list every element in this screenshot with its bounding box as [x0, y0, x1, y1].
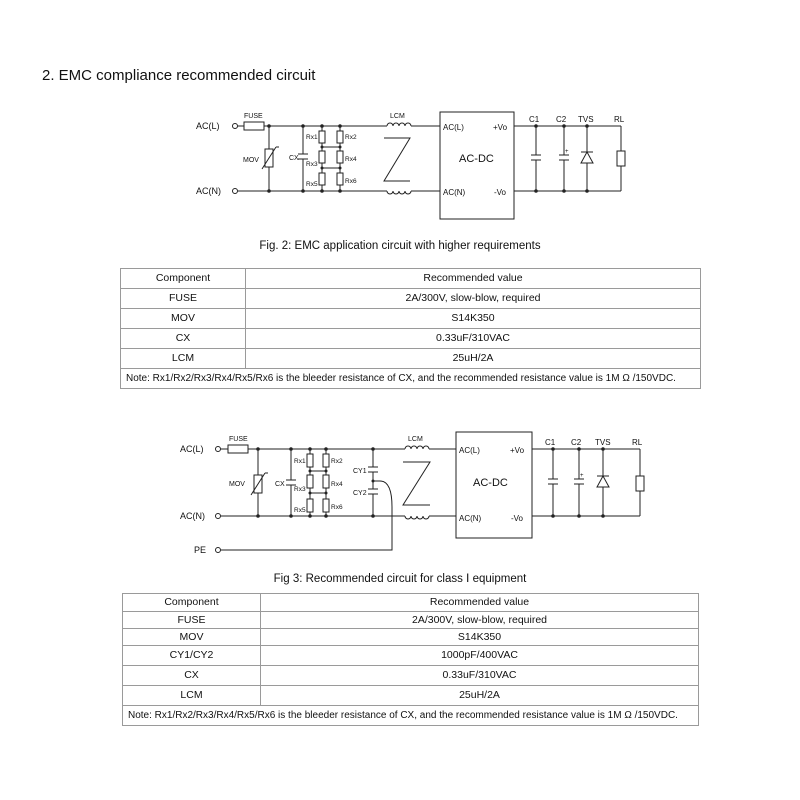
fig2-rx1-symbol [319, 131, 325, 143]
fig2-node [321, 146, 324, 149]
fig3-rx5-symbol [307, 499, 313, 512]
fig3-node [601, 447, 605, 451]
fig2-c1-label: C1 [529, 115, 540, 124]
table-row [121, 329, 701, 349]
fig2-rx5-symbol [319, 173, 325, 185]
fig3-vo-plus: +Vo [510, 446, 525, 455]
fig2-node [562, 124, 566, 128]
table-row [121, 349, 701, 369]
fig2-spec-table [120, 268, 701, 389]
fig2-caption: Fig. 2: EMC application circuit with higher requirements [259, 240, 541, 252]
fig2-node [321, 167, 324, 170]
header-component: Component [123, 594, 261, 612]
fig3-rx2-label: Rx2 [331, 458, 343, 465]
fig3-node [324, 514, 328, 518]
fig2-node [301, 124, 305, 128]
fig2-node [338, 189, 342, 193]
fig3-node [325, 492, 328, 495]
table-note: Note: Rx1/Rx2/Rx3/Rx4/Rx5/Rx6 is the bleeder resistance of CX, and the recommended resistance value is 1M Ω /150VDC. [121, 369, 701, 389]
fig2-rx6-label: Rx6 [345, 178, 357, 185]
fig2-cx-label: CX [289, 155, 299, 162]
fig2-rl-symbol [617, 151, 625, 166]
fig2-fuse-label: FUSE [244, 113, 263, 120]
fig3-node [308, 447, 312, 451]
fig2-node [534, 124, 538, 128]
component-cell: LCM [121, 349, 246, 369]
fig3-rl-symbol [636, 476, 644, 491]
fig2-ac-n-terminal [233, 189, 238, 194]
fig3-c2-symbol [574, 449, 584, 516]
fig3-circuit-diagram [0, 425, 800, 555]
value-cell: 25uH/2A [246, 349, 701, 369]
fig3-spec-table [122, 593, 699, 726]
fig3-lcm-bottom-coil [405, 516, 456, 519]
component-cell: FUSE [121, 289, 246, 309]
fig3-c2-label: C2 [571, 438, 582, 447]
fig2-rx2-symbol [337, 131, 343, 143]
fig2-module-name: AC-DC [459, 153, 494, 165]
fig2-c2-label: C2 [556, 115, 567, 124]
fig3-output-rails [532, 449, 640, 516]
fig3-rx1-label: Rx1 [294, 458, 306, 465]
fig2-module-in-n: AC(N) [443, 188, 466, 197]
fig3-node [371, 514, 375, 518]
table-row [121, 309, 701, 329]
fig3-rx4-symbol [323, 475, 329, 488]
fig3-node [577, 514, 581, 518]
fig2-vo-minus: -Vo [494, 188, 507, 197]
table-row [121, 289, 701, 309]
fig2-node [338, 124, 342, 128]
value-cell: 2A/300V, slow-blow, required [261, 612, 699, 629]
fig2-ac-n-label: AC(N) [196, 186, 221, 196]
fig3-ac-l-terminal [216, 447, 221, 452]
header-recommended-value: Recommended value [246, 269, 701, 289]
fig3-lcm-top-coil [405, 446, 456, 449]
fig3-lcm-core [403, 462, 430, 505]
fig3-lcm-label: LCM [408, 436, 423, 443]
fig3-pe-label: PE [194, 545, 207, 555]
fig2-rx5-label: Rx5 [306, 181, 318, 188]
value-cell: 0.33uF/310VAC [261, 666, 699, 686]
fig2-node [562, 189, 566, 193]
table-row [123, 666, 699, 686]
fig3-tvs-label: TVS [595, 438, 611, 447]
fig3-cy1-label: CY1 [353, 468, 367, 475]
fig3-node [577, 447, 581, 451]
fig3-node [325, 470, 328, 473]
fig2-c1-symbol [531, 126, 541, 191]
fig3-module-in-n: AC(N) [459, 514, 482, 523]
fig2-rx1-label: Rx1 [306, 134, 318, 141]
table-note-row [123, 706, 699, 726]
fig2-lcm-core [384, 138, 410, 181]
fig3-rx2-symbol [323, 454, 329, 467]
fig3-fuse-symbol [228, 445, 248, 453]
fig2-lcm-label: LCM [390, 113, 405, 120]
fig2-module-in-l: AC(L) [443, 123, 464, 132]
value-cell: 1000pF/400VAC [261, 646, 699, 666]
value-cell: S14K350 [246, 309, 701, 329]
table-note-row [121, 369, 701, 389]
fig3-pe-terminal [216, 548, 221, 553]
fig3-node [324, 447, 328, 451]
table-row [123, 629, 699, 646]
fig3-rx1-symbol [307, 454, 313, 467]
section-heading: 2. EMC compliance recommended circuit [42, 67, 316, 84]
fig3-node [551, 514, 555, 518]
fig3-rx4-label: Rx4 [331, 481, 343, 488]
fig3-ac-n-label: AC(N) [180, 511, 205, 521]
fig3-vo-minus: -Vo [511, 514, 524, 523]
value-cell: 0.33uF/310VAC [246, 329, 701, 349]
fig2-ac-l-label: AC(L) [196, 121, 220, 131]
fig2-circuit-diagram [0, 105, 800, 225]
fig3-rl-label: RL [632, 438, 643, 447]
fig2-c2-plus: + [565, 149, 569, 155]
table-note: Note: Rx1/Rx2/Rx3/Rx4/Rx5/Rx6 is the bleeder resistance of CX, and the recommended resistance value is 1M Ω /150VDC. [123, 706, 699, 726]
component-cell: FUSE [123, 612, 261, 629]
fig2-node [339, 167, 342, 170]
fig2-rx3-label: Rx3 [306, 161, 318, 168]
header-component: Component [121, 269, 246, 289]
fig3-pe-wire [221, 507, 392, 550]
fig3-fuse-label: FUSE [229, 436, 248, 443]
fig3-node [371, 447, 375, 451]
fig3-node [309, 470, 312, 473]
value-cell: 2A/300V, slow-blow, required [246, 289, 701, 309]
fig3-rx6-label: Rx6 [331, 504, 343, 511]
fig3-caption: Fig 3: Recommended circuit for class Ⅰ equipment [273, 573, 527, 585]
fig3-module-in-l: AC(L) [459, 446, 480, 455]
component-cell: LCM [123, 686, 261, 706]
table-row [123, 612, 699, 629]
value-cell: S14K350 [261, 629, 699, 646]
fig2-node [267, 124, 271, 128]
component-cell: CX [121, 329, 246, 349]
fig3-node [372, 480, 375, 483]
fig2-lcm-top-coil [387, 123, 440, 126]
fig2-rx4-label: Rx4 [345, 156, 357, 163]
fig3-c1-label: C1 [545, 438, 556, 447]
fig3-rx3-label: Rx3 [294, 486, 306, 493]
fig2-ac-l-terminal [233, 124, 238, 129]
fig3-rx5-label: Rx5 [294, 507, 306, 514]
fig3-node [309, 492, 312, 495]
fig3-tvs-symbol [597, 476, 609, 487]
fig2-rx2-label: Rx2 [345, 134, 357, 141]
fig3-mov-label: MOV [229, 481, 245, 488]
fig2-node [585, 124, 589, 128]
table-row [123, 686, 699, 706]
fig3-node [289, 514, 293, 518]
table-header-row [123, 594, 699, 612]
fig2-node [320, 124, 324, 128]
fig3-node [601, 514, 605, 518]
fig3-ac-l-label: AC(L) [180, 444, 204, 454]
fig2-vo-plus: +Vo [493, 123, 508, 132]
fig2-node [534, 189, 538, 193]
fig2-rx6-symbol [337, 173, 343, 185]
fig3-cy1-symbol [368, 449, 378, 481]
fig3-cy2-label: CY2 [353, 490, 367, 497]
fig3-rx3-symbol [307, 475, 313, 488]
fig2-rl-label: RL [614, 115, 625, 124]
table-row [123, 646, 699, 666]
fig2-mov-label: MOV [243, 157, 259, 164]
component-cell: MOV [121, 309, 246, 329]
fig3-rx6-symbol [323, 499, 329, 512]
fig2-node [267, 189, 271, 193]
fig3-node [308, 514, 312, 518]
fig3-c1-symbol [548, 449, 558, 516]
fig3-c2-plus: + [580, 473, 584, 479]
fig2-rx4-symbol [337, 151, 343, 163]
fig2-node [320, 189, 324, 193]
fig3-module-name: AC-DC [473, 477, 508, 489]
fig3-node [256, 514, 260, 518]
component-cell: CX [123, 666, 261, 686]
table-header-row [121, 269, 701, 289]
fig2-node [301, 189, 305, 193]
component-cell: CY1/CY2 [123, 646, 261, 666]
fig3-node [551, 447, 555, 451]
component-cell: MOV [123, 629, 261, 646]
fig2-tvs-symbol [581, 152, 593, 163]
fig2-tvs-label: TVS [578, 115, 594, 124]
fig2-fuse-symbol [244, 122, 264, 130]
fig2-lcm-bottom-coil [387, 191, 440, 194]
value-cell: 25uH/2A [261, 686, 699, 706]
fig2-rx3-symbol [319, 151, 325, 163]
fig3-node [289, 447, 293, 451]
fig3-cx-label: CX [275, 481, 285, 488]
header-recommended-value: Recommended value [261, 594, 699, 612]
fig3-node [256, 447, 260, 451]
fig2-node [585, 189, 589, 193]
fig2-node [339, 146, 342, 149]
fig3-ac-n-terminal [216, 514, 221, 519]
fig3-cy2-symbol [368, 481, 378, 516]
fig2-output-rails [514, 126, 621, 191]
fig2-c2-symbol [559, 126, 569, 191]
